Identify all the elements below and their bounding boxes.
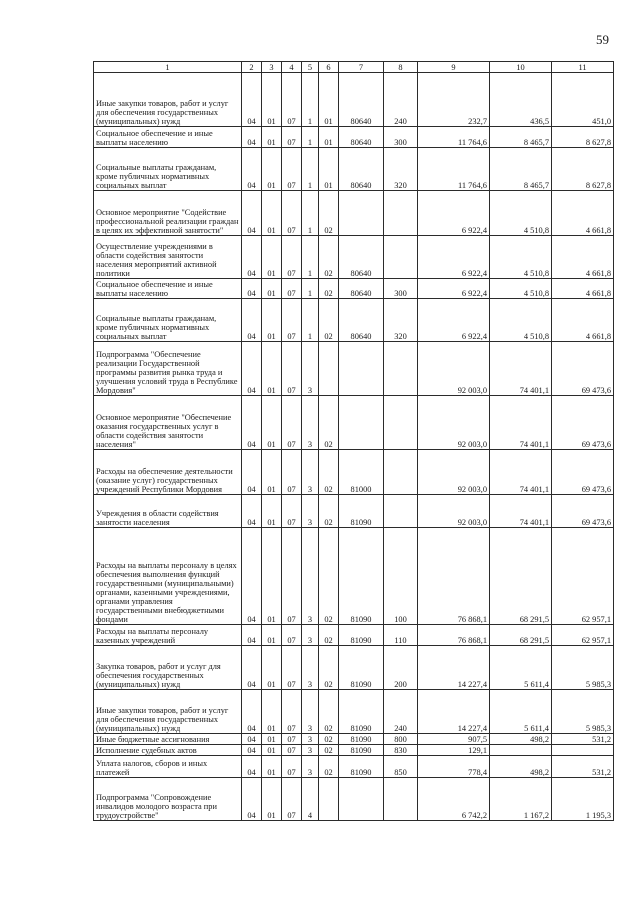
amount-cell: 6 742,2 xyxy=(418,778,490,821)
code-cell: 01 xyxy=(262,690,282,734)
amount-cell: 4 661,8 xyxy=(552,191,614,236)
code-cell: 01 xyxy=(262,299,282,342)
expense-name-cell: Осуществление учреждениями в области содействия занятости населения мероприятий активной политики xyxy=(94,236,242,279)
code-cell: 07 xyxy=(282,690,302,734)
amount-cell: 76 868,1 xyxy=(418,625,490,646)
code-cell: 850 xyxy=(384,756,418,778)
table-row xyxy=(94,191,614,236)
code-cell: 02 xyxy=(319,756,339,778)
expense-name-cell: Расходы на выплаты персоналу в целях обеспечения выполнения функций государственными (муниципальными) органами, казенными учреждениями, органами управления государственными внебюджетными фондами xyxy=(94,528,242,625)
amount-cell: 11 764,6 xyxy=(418,148,490,191)
code-cell: 02 xyxy=(319,690,339,734)
amount-cell: 6 922,4 xyxy=(418,191,490,236)
code-cell: 07 xyxy=(282,148,302,191)
code-cell: 01 xyxy=(319,127,339,148)
amount-cell: 62 957,1 xyxy=(552,528,614,625)
amount-cell: 8 627,8 xyxy=(552,148,614,191)
amount-cell: 1 195,3 xyxy=(552,778,614,821)
amount-cell: 5 611,4 xyxy=(490,646,552,690)
code-cell: 81090 xyxy=(339,756,384,778)
code-cell: 01 xyxy=(262,734,282,745)
amount-cell: 531,2 xyxy=(552,734,614,745)
code-cell: 320 xyxy=(384,299,418,342)
code-cell: 01 xyxy=(262,778,282,821)
amount-cell: 1 167,2 xyxy=(490,778,552,821)
code-cell: 01 xyxy=(262,625,282,646)
code-cell: 3 xyxy=(302,528,319,625)
code-cell: 300 xyxy=(384,279,418,299)
expense-name-cell: Расходы на выплаты персоналу казенных учреждений xyxy=(94,625,242,646)
code-cell: 07 xyxy=(282,191,302,236)
code-cell xyxy=(384,778,418,821)
amount-cell: 5 985,3 xyxy=(552,690,614,734)
code-cell: 02 xyxy=(319,646,339,690)
code-cell: 81090 xyxy=(339,528,384,625)
code-cell xyxy=(319,342,339,396)
code-cell: 81090 xyxy=(339,625,384,646)
amount-cell: 69 473,6 xyxy=(552,495,614,528)
table-row xyxy=(94,279,614,299)
code-cell: 07 xyxy=(282,625,302,646)
expense-name-cell: Исполнение судебных актов xyxy=(94,745,242,756)
amount-cell: 92 003,0 xyxy=(418,396,490,450)
code-cell: 07 xyxy=(282,646,302,690)
amount-cell: 5 611,4 xyxy=(490,690,552,734)
column-header: 2 xyxy=(242,62,262,73)
column-header: 4 xyxy=(282,62,302,73)
code-cell: 01 xyxy=(262,450,282,495)
amount-cell: 4 510,8 xyxy=(490,191,552,236)
code-cell xyxy=(384,495,418,528)
code-cell: 07 xyxy=(282,495,302,528)
code-cell xyxy=(339,396,384,450)
code-cell: 04 xyxy=(242,625,262,646)
code-cell: 01 xyxy=(262,279,282,299)
code-cell: 3 xyxy=(302,756,319,778)
code-cell xyxy=(384,342,418,396)
expense-name-cell: Закупка товаров, работ и услуг для обеспечения государственных (муниципальных) нужд xyxy=(94,646,242,690)
table-row xyxy=(94,396,614,450)
expense-name-cell: Социальное обеспечение и иные выплаты населению xyxy=(94,279,242,299)
code-cell: 4 xyxy=(302,778,319,821)
page-number: 59 xyxy=(596,32,609,47)
amount-cell: 92 003,0 xyxy=(418,342,490,396)
code-cell: 04 xyxy=(242,450,262,495)
amount-cell: 74 401,1 xyxy=(490,342,552,396)
code-cell: 04 xyxy=(242,745,262,756)
code-cell: 07 xyxy=(282,73,302,127)
column-header: 6 xyxy=(319,62,339,73)
code-cell: 07 xyxy=(282,756,302,778)
code-cell: 04 xyxy=(242,127,262,148)
amount-cell: 4 661,8 xyxy=(552,279,614,299)
code-cell: 04 xyxy=(242,342,262,396)
amount-cell: 14 227,4 xyxy=(418,646,490,690)
table-row xyxy=(94,745,614,756)
table-row xyxy=(94,236,614,279)
table-row xyxy=(94,625,614,646)
code-cell: 07 xyxy=(282,745,302,756)
code-cell: 01 xyxy=(262,73,282,127)
column-header: 10 xyxy=(490,62,552,73)
table-row xyxy=(94,342,614,396)
amount-cell: 6 922,4 xyxy=(418,299,490,342)
amount-cell: 4 510,8 xyxy=(490,299,552,342)
code-cell: 04 xyxy=(242,299,262,342)
code-cell: 830 xyxy=(384,745,418,756)
code-cell xyxy=(339,191,384,236)
expense-name-cell: Иные закупки товаров, работ и услуг для обеспечения государственных (муниципальных) нужд xyxy=(94,73,242,127)
table-row xyxy=(94,690,614,734)
code-cell: 02 xyxy=(319,528,339,625)
amount-cell: 5 985,3 xyxy=(552,646,614,690)
column-header: 11 xyxy=(552,62,614,73)
amount-cell: 74 401,1 xyxy=(490,450,552,495)
code-cell: 01 xyxy=(262,148,282,191)
code-cell: 02 xyxy=(319,495,339,528)
amount-cell: 4 661,8 xyxy=(552,299,614,342)
code-cell: 02 xyxy=(319,745,339,756)
column-header: 7 xyxy=(339,62,384,73)
code-cell: 81090 xyxy=(339,745,384,756)
code-cell: 07 xyxy=(282,299,302,342)
amount-cell: 14 227,4 xyxy=(418,690,490,734)
code-cell: 02 xyxy=(319,396,339,450)
code-cell: 04 xyxy=(242,236,262,279)
code-cell: 1 xyxy=(302,236,319,279)
amount-cell: 76 868,1 xyxy=(418,528,490,625)
amount-cell: 4 661,8 xyxy=(552,236,614,279)
code-cell: 01 xyxy=(262,745,282,756)
table-row xyxy=(94,528,614,625)
code-cell: 01 xyxy=(262,528,282,625)
code-cell: 01 xyxy=(262,495,282,528)
code-cell: 3 xyxy=(302,690,319,734)
code-cell: 07 xyxy=(282,396,302,450)
code-cell: 3 xyxy=(302,646,319,690)
table-row xyxy=(94,756,614,778)
code-cell: 01 xyxy=(262,191,282,236)
code-cell: 02 xyxy=(319,236,339,279)
amount-cell: 92 003,0 xyxy=(418,495,490,528)
code-cell: 04 xyxy=(242,690,262,734)
code-cell: 1 xyxy=(302,191,319,236)
code-cell: 3 xyxy=(302,625,319,646)
code-cell: 80640 xyxy=(339,236,384,279)
amount-cell: 129,1 xyxy=(418,745,490,756)
code-cell: 200 xyxy=(384,646,418,690)
code-cell: 3 xyxy=(302,745,319,756)
code-cell: 01 xyxy=(262,396,282,450)
code-cell: 81090 xyxy=(339,646,384,690)
code-cell: 04 xyxy=(242,646,262,690)
amount-cell: 69 473,6 xyxy=(552,450,614,495)
code-cell: 3 xyxy=(302,450,319,495)
table-row xyxy=(94,495,614,528)
code-cell: 01 xyxy=(319,73,339,127)
code-cell: 04 xyxy=(242,756,262,778)
table-row xyxy=(94,73,614,127)
code-cell: 81090 xyxy=(339,734,384,745)
amount-cell: 68 291,5 xyxy=(490,528,552,625)
expense-name-cell: Уплата налогов, сборов и иных платежей xyxy=(94,756,242,778)
code-cell: 04 xyxy=(242,778,262,821)
expense-name-cell: Подпрограмма "Обеспечение реализации Государственной программы развития рынка труда и улучшения условий труда в Республике Мордовия" xyxy=(94,342,242,396)
table-row xyxy=(94,450,614,495)
code-cell: 01 xyxy=(262,127,282,148)
amount-cell: 74 401,1 xyxy=(490,396,552,450)
code-cell: 80640 xyxy=(339,127,384,148)
code-cell xyxy=(384,450,418,495)
table-row xyxy=(94,646,614,690)
expense-name-cell: Основное мероприятие "Содействие профессиональной реализации граждан в целях их эффективной занятости" xyxy=(94,191,242,236)
code-cell: 04 xyxy=(242,495,262,528)
code-cell: 07 xyxy=(282,236,302,279)
code-cell xyxy=(384,236,418,279)
code-cell: 02 xyxy=(319,450,339,495)
code-cell: 110 xyxy=(384,625,418,646)
amount-cell: 498,2 xyxy=(490,734,552,745)
expense-name-cell: Иные закупки товаров, работ и услуг для обеспечения государственных (муниципальных) нужд xyxy=(94,690,242,734)
code-cell: 01 xyxy=(262,342,282,396)
code-cell: 07 xyxy=(282,528,302,625)
amount-cell: 11 764,6 xyxy=(418,127,490,148)
table-row xyxy=(94,778,614,821)
code-cell: 04 xyxy=(242,734,262,745)
code-cell: 3 xyxy=(302,734,319,745)
column-header: 1 xyxy=(94,62,242,73)
amount-cell: 498,2 xyxy=(490,756,552,778)
code-cell xyxy=(339,342,384,396)
amount-cell: 69 473,6 xyxy=(552,342,614,396)
code-cell: 07 xyxy=(282,342,302,396)
expense-name-cell: Иные бюджетные ассигнования xyxy=(94,734,242,745)
code-cell: 80640 xyxy=(339,279,384,299)
code-cell: 3 xyxy=(302,396,319,450)
column-header: 3 xyxy=(262,62,282,73)
table-row xyxy=(94,127,614,148)
expense-name-cell: Подпрограмма "Сопровождение инвалидов молодого возраста при трудоустройстве" xyxy=(94,778,242,821)
code-cell: 02 xyxy=(319,191,339,236)
table-row xyxy=(94,148,614,191)
amount-cell: 69 473,6 xyxy=(552,396,614,450)
amount-cell xyxy=(552,745,614,756)
amount-cell: 8 627,8 xyxy=(552,127,614,148)
code-cell: 02 xyxy=(319,625,339,646)
amount-cell: 6 922,4 xyxy=(418,279,490,299)
code-cell: 04 xyxy=(242,191,262,236)
code-cell: 01 xyxy=(262,646,282,690)
code-cell: 01 xyxy=(319,148,339,191)
header-row xyxy=(94,62,614,73)
code-cell: 300 xyxy=(384,127,418,148)
expense-name-cell: Социальные выплаты гражданам, кроме публичных нормативных социальных выплат xyxy=(94,148,242,191)
budget-table xyxy=(93,61,614,821)
code-cell: 07 xyxy=(282,450,302,495)
code-cell: 1 xyxy=(302,148,319,191)
code-cell xyxy=(384,191,418,236)
amount-cell: 4 510,8 xyxy=(490,236,552,279)
code-cell: 1 xyxy=(302,73,319,127)
code-cell: 07 xyxy=(282,734,302,745)
code-cell: 240 xyxy=(384,73,418,127)
code-cell: 81090 xyxy=(339,495,384,528)
code-cell: 1 xyxy=(302,279,319,299)
amount-cell: 778,4 xyxy=(418,756,490,778)
amount-cell: 74 401,1 xyxy=(490,495,552,528)
code-cell: 80640 xyxy=(339,148,384,191)
code-cell: 80640 xyxy=(339,299,384,342)
code-cell: 1 xyxy=(302,127,319,148)
amount-cell: 531,2 xyxy=(552,756,614,778)
expense-name-cell: Учреждения в области содействия занятости населения xyxy=(94,495,242,528)
code-cell: 07 xyxy=(282,127,302,148)
amount-cell: 232,7 xyxy=(418,73,490,127)
code-cell: 07 xyxy=(282,279,302,299)
code-cell: 100 xyxy=(384,528,418,625)
expense-name-cell: Социальное обеспечение и иные выплаты населению xyxy=(94,127,242,148)
table-row xyxy=(94,299,614,342)
amount-cell: 6 922,4 xyxy=(418,236,490,279)
amount-cell xyxy=(490,745,552,756)
code-cell: 01 xyxy=(262,236,282,279)
code-cell xyxy=(384,396,418,450)
amount-cell: 907,5 xyxy=(418,734,490,745)
amount-cell: 8 465,7 xyxy=(490,148,552,191)
table-row xyxy=(94,734,614,745)
code-cell xyxy=(319,778,339,821)
code-cell: 02 xyxy=(319,279,339,299)
amount-cell: 8 465,7 xyxy=(490,127,552,148)
expense-name-cell: Социальные выплаты гражданам, кроме публичных нормативных социальных выплат xyxy=(94,299,242,342)
code-cell: 02 xyxy=(319,299,339,342)
code-cell: 240 xyxy=(384,690,418,734)
code-cell: 01 xyxy=(262,756,282,778)
expense-name-cell: Основное мероприятие "Обеспечение оказания государственных услуг в области содействия занятости населения" xyxy=(94,396,242,450)
amount-cell: 62 957,1 xyxy=(552,625,614,646)
code-cell: 04 xyxy=(242,73,262,127)
code-cell: 80640 xyxy=(339,73,384,127)
amount-cell: 92 003,0 xyxy=(418,450,490,495)
column-header: 9 xyxy=(418,62,490,73)
code-cell: 81000 xyxy=(339,450,384,495)
code-cell: 02 xyxy=(319,734,339,745)
code-cell: 04 xyxy=(242,528,262,625)
code-cell: 3 xyxy=(302,495,319,528)
code-cell: 04 xyxy=(242,148,262,191)
amount-cell: 436,5 xyxy=(490,73,552,127)
code-cell: 1 xyxy=(302,299,319,342)
code-cell: 04 xyxy=(242,279,262,299)
column-header: 8 xyxy=(384,62,418,73)
code-cell: 800 xyxy=(384,734,418,745)
code-cell: 320 xyxy=(384,148,418,191)
code-cell: 07 xyxy=(282,778,302,821)
amount-cell: 451,0 xyxy=(552,73,614,127)
code-cell xyxy=(339,778,384,821)
column-header: 5 xyxy=(302,62,319,73)
code-cell: 04 xyxy=(242,396,262,450)
table-body xyxy=(94,73,614,821)
amount-cell: 4 510,8 xyxy=(490,279,552,299)
expense-name-cell: Расходы на обеспечение деятельности (оказание услуг) государственных учреждений Республики Мордовия xyxy=(94,450,242,495)
code-cell: 81090 xyxy=(339,690,384,734)
amount-cell: 68 291,5 xyxy=(490,625,552,646)
code-cell: 3 xyxy=(302,342,319,396)
